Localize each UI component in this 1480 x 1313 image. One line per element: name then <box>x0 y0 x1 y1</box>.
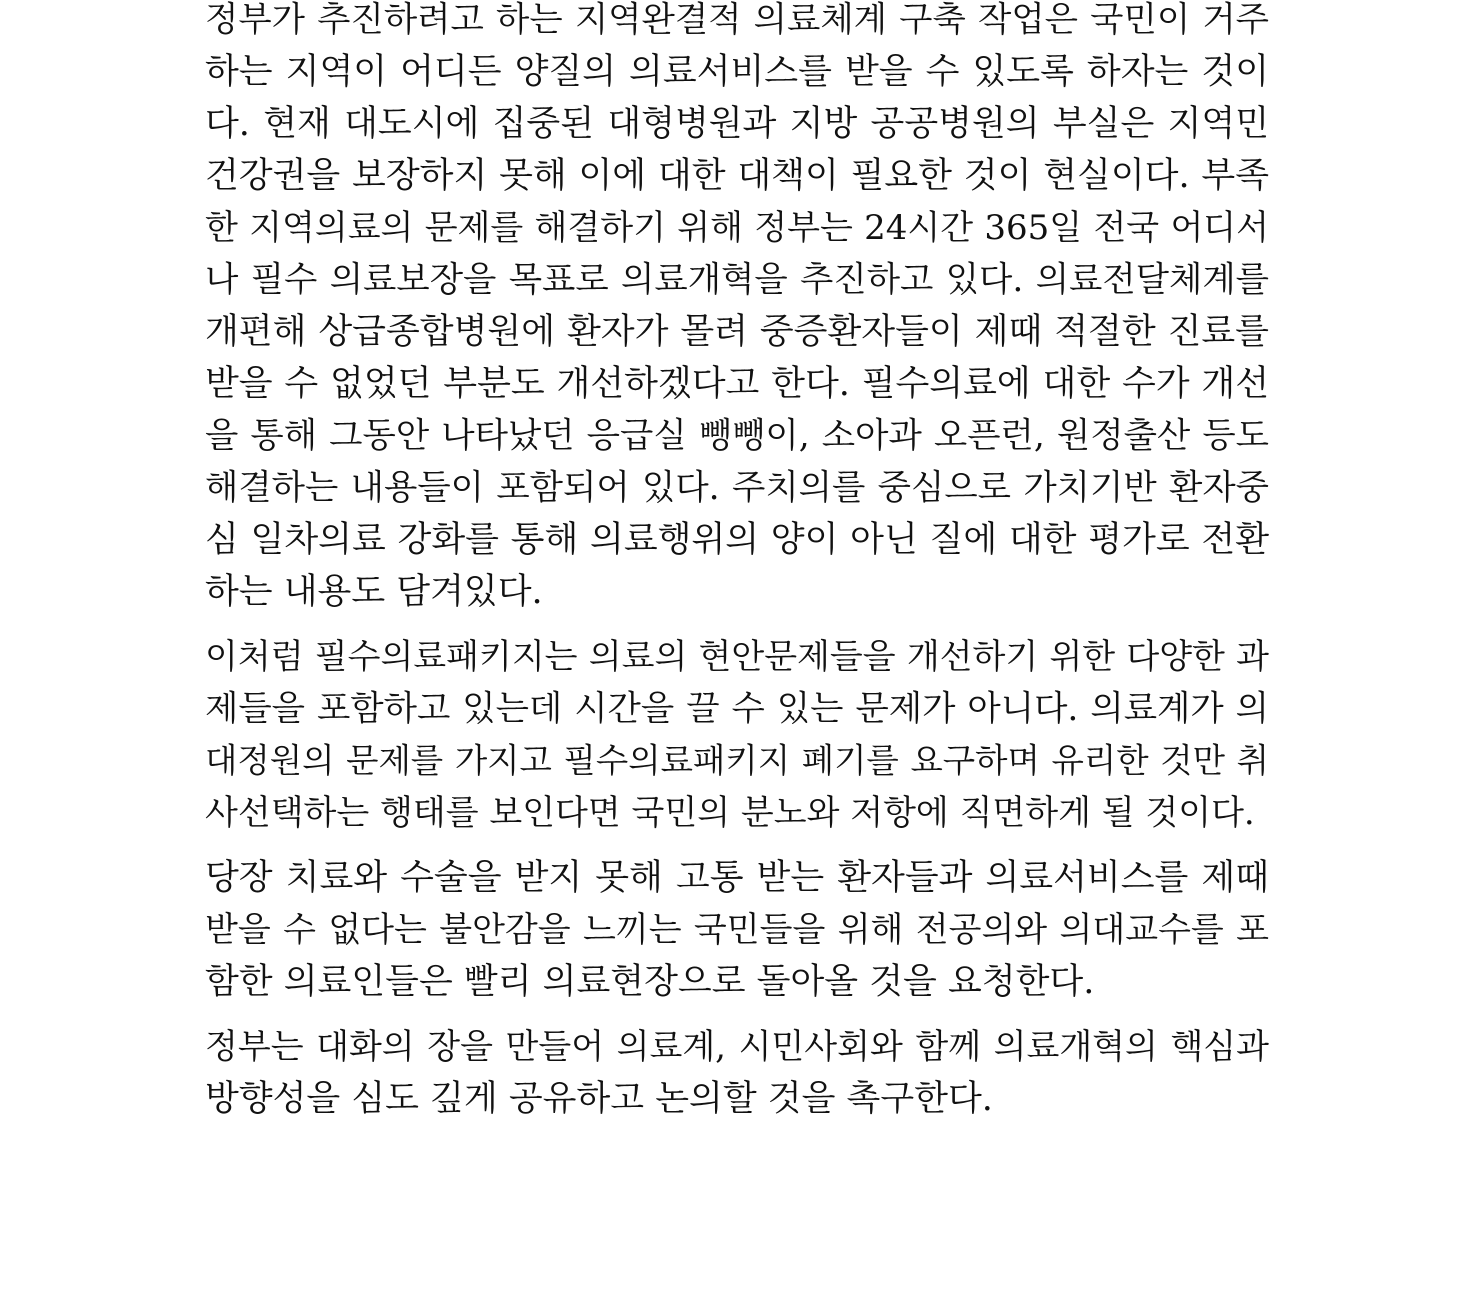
text-line: 제들을 포함하고 있는데 시간을 끌 수 있는 문제가 아니다. 의료계가 의 <box>205 689 1269 729</box>
text-line: 정부는 대화의 장을 만들어 의료계, 시민사회와 함께 의료개혁의 핵심과 <box>205 1027 1269 1067</box>
text-line: 심 일차의료 강화를 통해 의료행위의 양이 아닌 질에 대한 평가로 전환 <box>205 520 1269 560</box>
text-line: 받을 수 없었던 부분도 개선하겠다고 한다. 필수의료에 대한 수가 개선 <box>205 364 1269 404</box>
text-line: 방향성을 심도 깊게 공유하고 논의할 것을 촉구한다. <box>205 1079 993 1119</box>
text-line: 정부가 추진하려고 하는 지역완결적 의료체계 구축 작업은 국민이 거주 <box>205 0 1269 40</box>
text-line: 개편해 상급종합병원에 환자가 몰려 중증환자들이 제때 적절한 진료를 <box>205 312 1269 352</box>
text-line: 한 지역의료의 문제를 해결하기 위해 정부는 24시간 365일 전국 어디서 <box>205 208 1269 248</box>
text-line: 함한 의료인들은 빨리 의료현장으로 돌아올 것을 요청한다. <box>205 962 1095 1002</box>
text-line: 당장 치료와 수술을 받지 못해 고통 받는 환자들과 의료서비스를 제때 <box>205 858 1269 898</box>
text-line: 건강권을 보장하지 못해 이에 대한 대책이 필요한 것이 현실이다. 부족 <box>205 156 1269 196</box>
text-line: 다. 현재 대도시에 집중된 대형병원과 지방 공공병원의 부실은 지역민 <box>205 104 1269 144</box>
text-line: 나 필수 의료보장을 목표로 의료개혁을 추진하고 있다. 의료전달체계를 <box>205 260 1269 300</box>
text-line: 받을 수 없다는 불안감을 느끼는 국민들을 위해 전공의와 의대교수를 포 <box>205 910 1269 950</box>
paragraph-gap <box>205 845 1269 858</box>
paragraph-2 <box>205 637 1269 845</box>
text-line: 하는 지역이 어디든 양질의 의료서비스를 받을 수 있도록 하자는 것이 <box>205 52 1269 92</box>
paragraph-3 <box>205 858 1269 1014</box>
text-line: 을 통해 그동안 나타났던 응급실 뺑뺑이, 소아과 오픈런, 원정출산 등도 <box>205 416 1269 456</box>
paragraph-gap <box>205 624 1269 637</box>
paragraph-4 <box>205 1027 1269 1131</box>
paragraph-gap <box>205 1014 1269 1027</box>
text-line: 해결하는 내용들이 포함되어 있다. 주치의를 중심으로 가치기반 환자중 <box>205 468 1269 508</box>
text-line: 대정원의 문제를 가지고 필수의료패키지 폐기를 요구하며 유리한 것만 취 <box>205 741 1269 780</box>
text-line: 하는 내용도 담겨있다. <box>205 572 543 612</box>
paragraph-1 <box>205 0 1269 624</box>
text-line: 사선택하는 행태를 보인다면 국민의 분노와 저항에 직면하게 될 것이다. <box>205 793 1255 833</box>
document-body <box>205 0 1269 1131</box>
text-line: 이처럼 필수의료패키지는 의료의 현안문제들을 개선하기 위한 다양한 과 <box>205 637 1269 677</box>
